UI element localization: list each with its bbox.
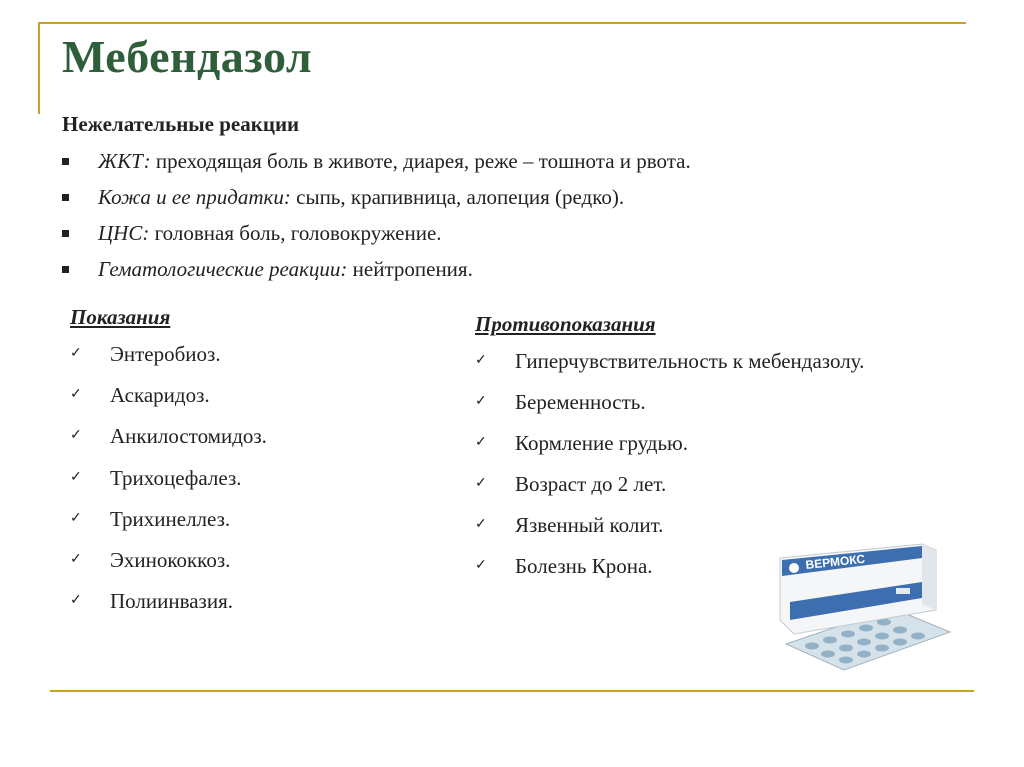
reaction-term: ЖКТ: — [98, 149, 151, 173]
reaction-term: Гематологические реакции: — [98, 257, 348, 281]
contraindication-text: Кормление грудью. — [515, 431, 688, 455]
check-mark-icon: ✓ — [475, 353, 487, 368]
square-bullet-icon — [62, 266, 69, 273]
square-bullet-icon — [62, 158, 69, 165]
box-brand-label: ВЕРМОКС — [804, 551, 866, 572]
adverse-reactions-heading: Нежелательные реакции — [62, 112, 300, 136]
check-mark-icon: ✓ — [70, 593, 82, 609]
indication-item — [70, 418, 267, 459]
reaction-item-gi — [62, 143, 1002, 179]
indications-section — [70, 305, 267, 624]
reaction-text: преходящая боль в животе, диарея, реже – тошнота и рвота. — [150, 149, 691, 173]
indication-item — [70, 501, 267, 542]
check-mark-icon: ✓ — [475, 394, 487, 409]
indication-item — [70, 542, 267, 583]
contraindication-item — [475, 466, 864, 507]
contraindications-heading: Противопоказания — [475, 312, 656, 336]
indication-item — [70, 377, 267, 418]
check-mark-icon: ✓ — [475, 435, 487, 450]
check-mark-icon: ✓ — [475, 558, 487, 573]
reaction-text: нейтропения. — [347, 257, 473, 281]
indication-text: Трихинеллез. — [110, 506, 231, 531]
reaction-item-cns — [62, 215, 1002, 251]
indication-item — [70, 460, 267, 501]
slide-title: Мебендазол — [62, 31, 313, 82]
reaction-item-skin — [62, 179, 1002, 215]
reaction-term: ЦНС: — [98, 221, 150, 245]
indication-text: Полиинвазия. — [110, 589, 233, 614]
check-mark-icon: ✓ — [70, 387, 82, 403]
square-bullet-icon — [62, 230, 69, 237]
indication-item — [70, 583, 267, 624]
indication-text: Анкилостомидоз. — [110, 424, 267, 449]
indication-text: Эхинококкоз. — [110, 547, 231, 572]
reaction-text: головная боль, головокружение. — [149, 221, 442, 245]
vermox-package-image — [772, 538, 972, 672]
reaction-text: сыпь, крапивница, алопеция (редко). — [290, 185, 625, 209]
top-rule — [38, 22, 966, 24]
reaction-item-hematologic — [62, 251, 1002, 287]
indication-text: Аскаридоз. — [110, 383, 210, 408]
contraindication-text: Болезнь Крона. — [515, 554, 653, 578]
contraindication-text: Гиперчувствительность к мебендазолу. — [515, 349, 865, 373]
check-mark-icon: ✓ — [475, 476, 487, 491]
check-mark-icon: ✓ — [70, 428, 82, 444]
check-mark-icon: ✓ — [70, 551, 82, 567]
check-mark-icon: ✓ — [70, 346, 82, 361]
bottom-rule — [50, 690, 974, 692]
contraindication-item — [475, 384, 864, 425]
adverse-reactions-section — [62, 112, 1002, 287]
contraindication-item — [475, 343, 864, 384]
left-rule — [38, 22, 40, 114]
square-bullet-icon — [62, 194, 69, 201]
contraindication-text: Возраст до 2 лет. — [515, 472, 667, 496]
contraindication-text: Беременность. — [515, 390, 646, 414]
check-mark-icon: ✓ — [475, 517, 487, 532]
contraindication-item — [475, 425, 864, 466]
indication-text: Трихоцефалез. — [110, 465, 242, 490]
reaction-term: Кожа и ее придатки: — [98, 185, 291, 209]
indication-item — [70, 336, 267, 377]
contraindication-text: Язвенный колит. — [515, 513, 664, 537]
check-mark-icon: ✓ — [70, 469, 82, 485]
check-mark-icon: ✓ — [70, 510, 82, 526]
indication-text: Энтеробиоз. — [110, 342, 221, 366]
indications-heading: Показания — [70, 305, 171, 329]
